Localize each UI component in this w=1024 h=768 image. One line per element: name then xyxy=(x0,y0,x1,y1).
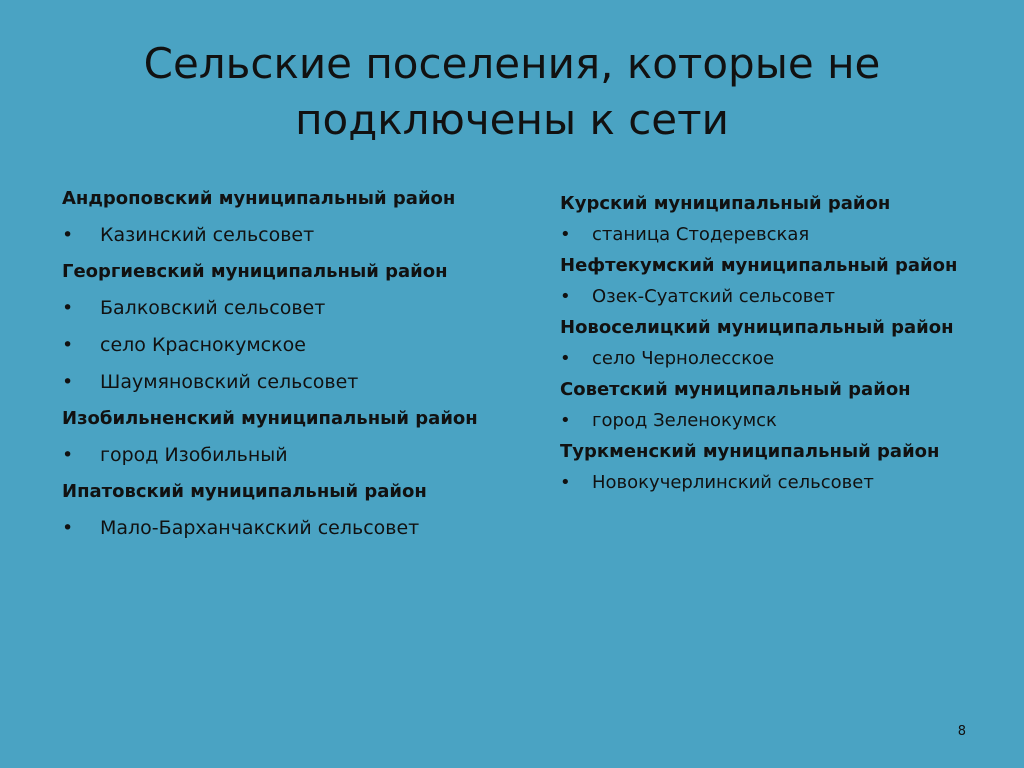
settlement-label: село Чернолесское xyxy=(592,348,775,369)
page-number: 8 xyxy=(957,724,966,739)
left-column-list xyxy=(62,184,532,550)
district-heading: Ипатовский муниципальный район xyxy=(62,481,427,502)
bullet-icon: • xyxy=(560,224,571,245)
bullet-icon: • xyxy=(560,286,571,307)
settlement-label: Мало-Барханчакский сельсовет xyxy=(100,517,420,539)
settlement-item xyxy=(560,281,1010,312)
settlement-item xyxy=(62,330,532,367)
bullet-icon: • xyxy=(62,371,74,393)
settlement-label: Балковский сельсовет xyxy=(100,297,326,319)
settlement-item xyxy=(560,219,1010,250)
district-heading: Изобильненский муниципальный район xyxy=(62,408,478,429)
settlement-item xyxy=(560,467,1010,498)
settlement-label: Новокучерлинский сельсовет xyxy=(592,472,874,493)
slide-title xyxy=(60,36,964,148)
district-heading: Георгиевский муниципальный район xyxy=(62,261,448,282)
bullet-icon: • xyxy=(62,517,74,539)
bullet-icon: • xyxy=(560,472,571,493)
settlement-label: село Краснокумское xyxy=(100,334,306,356)
bullet-icon: • xyxy=(62,224,74,246)
settlement-label: Озек-Суатский сельсовет xyxy=(592,286,835,307)
settlement-label: город Изобильный xyxy=(100,444,288,466)
bullet-icon: • xyxy=(62,334,74,356)
settlement-item xyxy=(560,405,1010,436)
district-heading: Туркменский муниципальный район xyxy=(560,441,940,462)
district-heading: Курский муниципальный район xyxy=(560,193,891,214)
settlement-label: Казинский сельсовет xyxy=(100,224,315,246)
district-heading: Андроповский муниципальный район xyxy=(62,188,456,209)
bullet-icon: • xyxy=(560,348,571,369)
settlement-label: Шаумяновский сельсовет xyxy=(100,371,359,393)
district-heading: Нефтекумский муниципальный район xyxy=(560,255,958,276)
settlement-item xyxy=(62,293,532,330)
settlement-item xyxy=(560,343,1010,374)
settlement-label: город Зеленокумск xyxy=(592,410,777,431)
right-column-list xyxy=(560,188,1010,498)
settlement-item xyxy=(62,220,532,257)
bullet-icon: • xyxy=(62,444,74,466)
district-heading: Советский муниципальный район xyxy=(560,379,911,400)
slide-title-line-1: Сельские поселения, которые не xyxy=(143,39,881,88)
settlement-item xyxy=(62,513,532,550)
slide-title-line-2: подключены к сети xyxy=(295,95,729,144)
settlement-item xyxy=(62,367,532,404)
bullet-icon: • xyxy=(560,410,571,431)
settlement-item xyxy=(62,440,532,477)
district-heading: Новоселицкий муниципальный район xyxy=(560,317,954,338)
bullet-icon: • xyxy=(62,297,74,319)
settlement-label: станица Стодеревская xyxy=(592,224,810,245)
